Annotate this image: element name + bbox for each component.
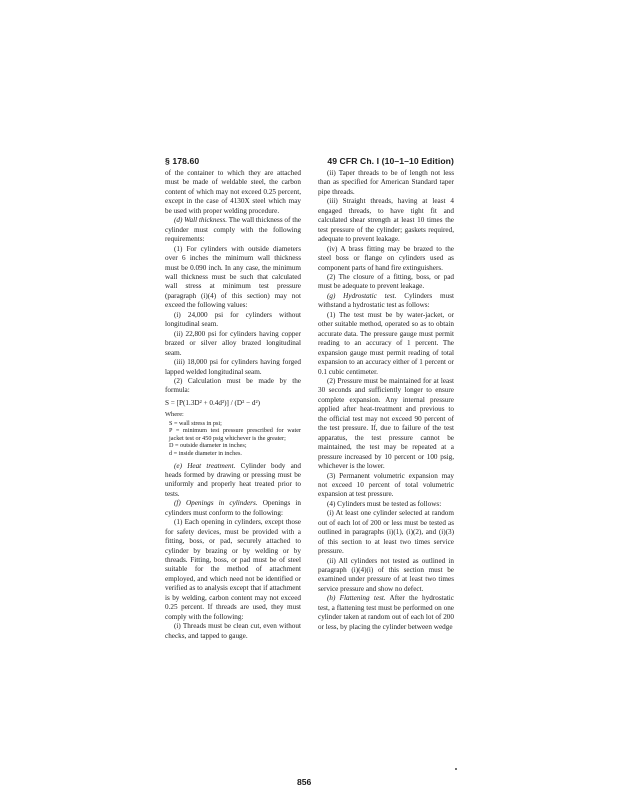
paragraph-text: (1) Each opening in cylinders, except those for safety devices, must be provided with a fitting, boss, or pad, securely attached to cylinder by brazing or by welding or by threads. Fitting, boss, or pad must be of steel suitable for the method of attachment employed, and which need not be identified or verified as to analysis except that if attachment is by welding, carbon content may not exceed 0.25 percent. If threads are used, they must comply with the following: [165, 518, 301, 621]
paragraph-heading: (f) Openings in cylinders. [174, 499, 258, 508]
paragraph [165, 377, 301, 396]
paragraph-text: Where: [165, 411, 184, 419]
paragraph-text: (iii) 18,000 psi for cylinders having forged lapped welded longitudinal seam. [165, 358, 301, 376]
paragraph-text: P = minimum test pressure prescribed for water jacket test or 450 psig whichever is the greater; [169, 427, 301, 442]
paragraph [165, 622, 301, 641]
paragraph-text: d = inside diameter in inches. [169, 449, 242, 457]
section-header: § 178.60 [165, 156, 200, 166]
paragraph-text: (2) The closure of a fitting, boss, or pad must be adequate to prevent leakage. [318, 272, 454, 291]
paragraph-text: (1) For cylinders with outside diameters over 6 inches the minimum wall thickness must be 0.090 inch. In any case, the minimum wall thickness must be such that calculated wall stress at minimum test pressure (paragraph (i)(4) of this section) may not exceed the following values: [165, 244, 301, 310]
paragraph [318, 292, 454, 311]
paragraph [318, 197, 454, 244]
paragraph [318, 472, 454, 500]
left-column [165, 169, 301, 641]
paragraph [318, 273, 454, 292]
paragraph-heading: (e) Heat treatment. [174, 461, 236, 470]
paragraph [165, 518, 301, 622]
paragraph-text: (ii) 22,800 psi for cylinders having copper brazed or silver alloy brazed longitudinal seam. [165, 329, 301, 357]
paragraph-text: (3) Permanent volumetric expansion may not exceed 10 percent of total volumetric expansion at test pressure. [318, 471, 454, 499]
scan-speck [455, 768, 457, 770]
paragraph-text: S = wall stress in psi; [169, 419, 222, 427]
paragraph-text: (2) Calculation must be made by the formula: [165, 376, 301, 395]
paragraph [318, 245, 454, 273]
paragraph-text: The wall thickness of the cylinder must comply with the following requirements: [165, 216, 302, 244]
paragraph [165, 330, 301, 358]
paragraph-text: D = outside diameter in inches; [169, 442, 247, 450]
paragraph [165, 358, 301, 377]
paragraph-text: (2) Pressure must be maintained for at least 30 seconds and sufficiently longer to ensure complete expansion. Any internal pressure applied after heat-treatment and previous to the official test may not exceed 90 percent of the test pressure. If, due to failure of the test apparatus, the test pressure cannot be maintained, the test may be repeated at a pressure increased by 10 percent or 100 psig, whichever is the lower. [318, 376, 454, 471]
paragraph-text: (iv) A brass fitting may be brazed to the steel boss or flange on cylinders used as component parts of hand fire extinguishers. [318, 244, 454, 272]
paragraph-text: Cylinders must withstand a hydrostatic test as follows: [318, 291, 454, 310]
right-column [318, 169, 454, 632]
where-label [165, 411, 301, 419]
paragraph-text: S = [P(1.3D² + 0.4d²)] / (D² − d²) [165, 398, 261, 407]
formula [165, 399, 301, 408]
paragraph-text: Openings in cylinders must conform to the following: [165, 499, 301, 517]
paragraph-text: (i) 24,000 psi for cylinders without longitudinal seam. [165, 310, 301, 329]
paragraph [165, 311, 301, 330]
paragraph [318, 377, 454, 472]
page-number: 856 [297, 777, 312, 787]
paragraph-text: of the container to which they are attached must be made of weldable steel, the carbon content of which may not exceed 0.25 percent, except in the case of 4130X steel which may be used with proper welding procedure. [165, 169, 301, 215]
paragraph [165, 499, 301, 518]
paragraph [165, 462, 301, 500]
paragraph [318, 594, 454, 632]
paragraph-heading: (d) Wall thickness. [174, 216, 228, 225]
title-header: 49 CFR Ch. I (10–1–10 Edition) [327, 156, 454, 166]
definition-line [165, 450, 301, 458]
paragraph [318, 169, 454, 197]
paragraph-text: Cylinder body and heads formed by drawing or pressing must be uniformly and properly heat treated prior to tests. [165, 461, 301, 498]
definition-line [165, 427, 301, 442]
paragraph [318, 557, 454, 595]
definition-line [165, 442, 301, 450]
paragraph-text: (ii) Taper threads to be of length not less than as specified for American Standard taper pipe threads. [318, 169, 454, 196]
paragraph [318, 509, 454, 556]
paragraph [318, 500, 454, 509]
paragraph-text: After the hydrostatic test, a flattening test must be performed on one cylinder taken at random out of each lot of 200 or less, by placing the cylinder between wedge [318, 594, 454, 631]
paragraph-heading: (g) Hydrostatic test. [327, 291, 397, 300]
paragraph [165, 216, 301, 244]
paragraph-text: (ii) All cylinders not tested as outlined in paragraph (i)(4)(i) of this section must be examined under pressure of at least two times service pressure and show no defect. [318, 556, 454, 593]
paragraph-text: (i) At least one cylinder selected at random out of each lot of 200 or less must be tested as outlined in paragraphs (i)(1), (i)(2), and (i)(3) of this section to at least two times service pressure. [318, 509, 454, 556]
paragraph-text: (i) Threads must be clean cut, even without checks, and tapped to gauge. [165, 622, 301, 640]
paragraph [165, 169, 301, 216]
paragraph-text: (iii) Straight threads, having at least 4 engaged threads, to have tight fit and calculated shear strength at least 10 times the test pressure of the cylinder; gaskets required, adequate to prevent leakage. [318, 197, 454, 244]
paragraph [318, 311, 454, 377]
paragraph-heading: (h) Flattening test. [327, 594, 386, 603]
paragraph [165, 245, 301, 311]
paragraph-text: (4) Cylinders must be tested as follows: [327, 499, 442, 508]
definition-line [165, 420, 301, 428]
paragraph-text: (1) The test must be by water-jacket, or other suitable method, operated so as to obtain accurate data. The pressure gauge must permit reading to an accuracy of 1 percent. The expansion gauge must permit reading of total expansion to an accuracy either of 1 percent or 0.1 cubic centimeter. [318, 310, 454, 376]
